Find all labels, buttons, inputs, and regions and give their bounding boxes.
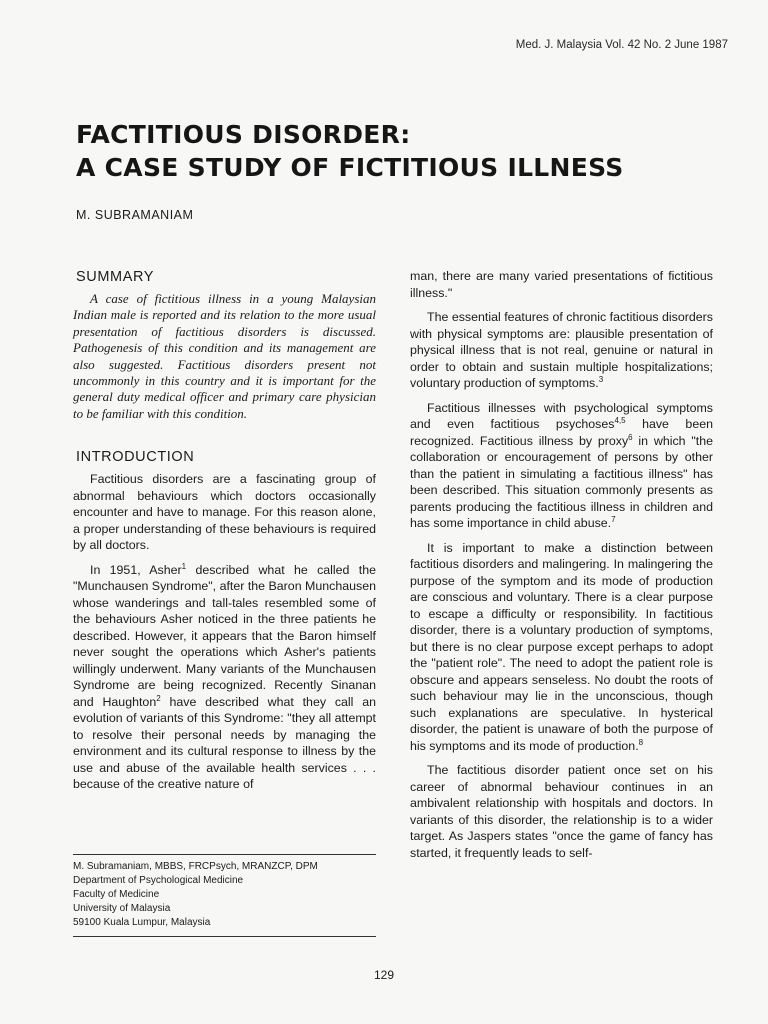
author-name: M. SUBRAMANIAM — [76, 208, 194, 222]
reference-marker: 6 — [628, 432, 633, 442]
footnote-line: University of Malaysia — [73, 903, 171, 914]
body-paragraph-psychological-symptoms: Factitious illnesses with psychological symptoms and even factitious psychoses$^{4,5}$ have been recognized. Factitious illness by proxy$^6$ in which "the collaboration or encouragement of persons by other than the patient in simulating a factitious illness" has been described. This situation commonly presents as parents producing the factitious illness in children and has some importance in child abuse.$^7$ — [410, 400, 713, 530]
reference-marker: 3 — [598, 374, 604, 384]
summary-heading: SUMMARY — [76, 269, 155, 285]
article-title — [76, 118, 624, 184]
reference-marker: 4,5 — [614, 415, 626, 425]
intro-paragraph-2: In 1951, Asher$^1$ described what he called the "Munchausen Syndrome", after the Baron Munchausen whose wanderings and tall-tales resembled some of the behaviours Asher noticed in the three patients he described. However, it appears that the Baron himself never sought the operations which Asher's patients willingly underwent. Many variants of the Munchausen Syndrome are being recognized. Recently Sinanan and Haughton$^2$ have described what they call an evolution of variants of this Syndrome: "they all attempt to resolve their personal needs by managing the environment and its cultural response to illness by the use and abuse of the available health services . . . because of the creative nature of — [73, 561, 377, 792]
body-paragraph-malingering: It is important to make a distinction between factitious disorders and malingering. In malingering the purpose of the symptom and its mode of production are conscious and voluntary. There is a clear purpose to escape a difficulty or responsibility. In factitious disorder, there is a voluntary production of symptoms, but there is no clear purpose except perhaps to adopt the "patient role". The need to adopt the patient role is obscure and appears senseless. No doubt the roots of such behaviour may lie in the unconscious, though such explanations are speculative. In hysterical disorder, the patient is unaware of both the purpose of his symptoms and its mode of production.$^8$ — [410, 540, 713, 753]
body-paragraph-continued: man, there are many varied presentations of fictitious illness." — [410, 269, 713, 300]
right-column — [410, 268, 713, 869]
footnote-line: M. Subramaniam, MBBS, FRCPsych, MRANZCP, DPM — [73, 861, 318, 872]
introduction-heading: INTRODUCTION — [76, 449, 195, 466]
reference-marker: 7 — [611, 514, 616, 524]
body-paragraph-essential-features: The essential features of chronic factitious disorders with physical symptoms are: plausible presentation of physical illness that is not real, genuine or natural in order to obtain and sustain multiple hospitalizations; voluntary production of symptoms.$^3$ — [410, 310, 713, 390]
body-paragraph-career: The factitious disorder patient once set on his career of abnormal behaviour continues in an ambivalent relationship with hospitals and doctors. In variants of this disorder, the relationship is to a wider target. As Jaspers states "once the game of fancy has started, it frequently leads to self- — [410, 763, 713, 860]
page-number: 129 — [373, 968, 395, 982]
article-title-line-2: A CASE STUDY OF FICTITIOUS ILLNESS — [76, 153, 624, 182]
left-column — [73, 268, 376, 801]
footnote-line: Faculty of Medicine — [73, 889, 160, 900]
summary-text: A case of fictitious illness in a young Malaysian Indian male is reported and its relation to the more usual presentation of factitious disorders is discussed. Pathogenesis of this condition and its management are also suggested. Factitious disorders present not uncommonly in this country and it is important for the general duty medical officer and primary care physician to be familiar with this condition. — [73, 291, 376, 421]
reference-marker: 2 — [156, 693, 161, 703]
footnote-rule-bottom — [73, 936, 376, 937]
journal-citation: Med. J. Malaysia Vol. 42 No. 2 June 1987 — [515, 39, 728, 51]
footnote-rule-top — [73, 854, 376, 855]
article-title-line-1: FACTITIOUS DISORDER: — [76, 120, 411, 149]
reference-marker: 8 — [638, 737, 644, 747]
footnote-line: Department of Psychological Medicine — [73, 875, 244, 886]
intro-paragraph-1: Factitious disorders are a fascinating group of abnormal behaviours which doctors occasionally encounter and have to manage. For this reason alone, a proper understanding of these behaviours is required by all doctors. — [73, 472, 376, 553]
author-affiliation-footnote — [73, 860, 383, 930]
footnote-line: 59100 Kuala Lumpur, Malaysia — [73, 917, 211, 928]
reference-marker: 1 — [181, 561, 187, 571]
